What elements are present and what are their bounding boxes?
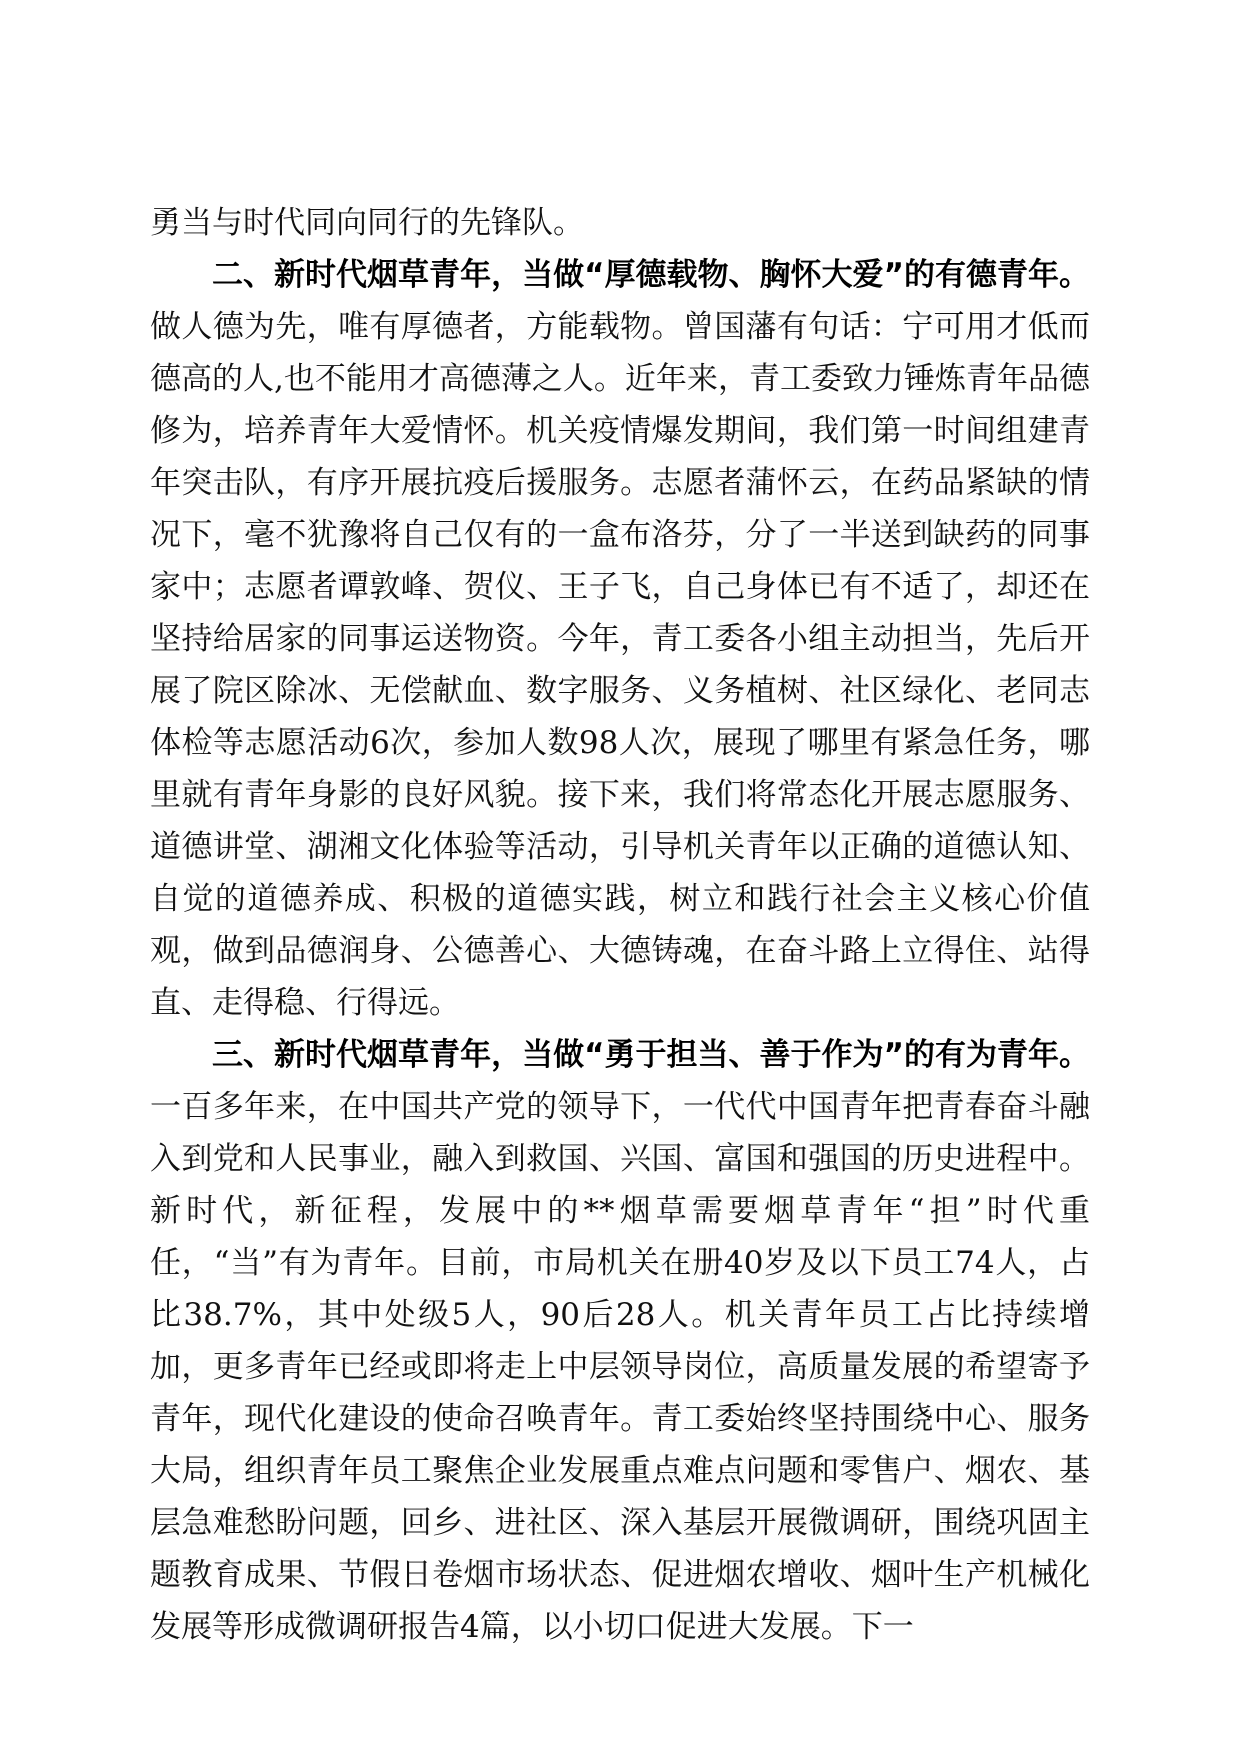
paragraph-1 bbox=[150, 197, 1090, 249]
paragraph-1-body: 勇当与时代同向同行的先锋队。 bbox=[150, 205, 584, 241]
section-2-heading: 二、新时代烟草青年，当做“厚德载物、胸怀大爱”的有德青年。 bbox=[212, 257, 1090, 293]
paragraph-2 bbox=[150, 249, 1090, 1029]
paragraph-2-body: 做人德为先，唯有厚德者，方能载物。曾国藩有句话：宁可用才低而德高的人,也不能用才高德薄之人。近年来，青工委致力锤炼青年品德修为，培养青年大爱情怀。机关疫情爆发期间，我们第一时间组建青年突击队，有序开展抗疫后援服务。志愿者蒲怀云，在药品紧缺的情况下，毫不犹豫将自己仅有的一盒布洛芬，分了一半送到缺药的同事家中；志愿者谭敦峰、贺仪、王子飞，自己身体已有不适了，却还在坚持给居家的同事运送物资。今年，青工委各小组主动担当，先后开展了院区除冰、无偿献血、数字服务、义务植树、社区绿化、老同志体检等志愿活动6次，参加人数98人次，展现了哪里有紧急任务，哪里就有青年身影的良好风貌。接下来，我们将常态化开展志愿服务、道德讲堂、湖湘文化体验等活动，引导机关青年以正确的道德认知、自觉的道德养成、积极的道德实践，树立和践行社会主义核心价值观，做到品德润身、公德善心、大德铸魂，在奋斗路上立得住、站得直、走得稳、行得远。 bbox=[150, 309, 1090, 1021]
document-page bbox=[150, 197, 1090, 1653]
paragraph-3 bbox=[150, 1029, 1090, 1653]
paragraph-3-body: 一百多年来，在中国共产党的领导下，一代代中国青年把青春奋斗融入到党和人民事业，融入到救国、兴国、富国和强国的历史进程中。新时代，新征程，发展中的**烟草需要烟草青年“担”时代重任，“当”有为青年。目前，市局机关在册40岁及以下员工74人，占比38.7%，其中处级5人，90后28人。机关青年员工占比持续增加，更多青年已经或即将走上中层领导岗位，高质量发展的希望寄予青年，现代化建设的使命召唤青年。青工委始终坚持围绕中心、服务大局，组织青年员工聚焦企业发展重点难点问题和零售户、烟农、基层急难愁盼问题，回乡、进社区、深入基层开展微调研，围绕巩固主题教育成果、节假日卷烟市场状态、促进烟农增收、烟叶生产机械化发展等形成微调研报告4篇，以小切口促进大发展。下一 bbox=[150, 1089, 1090, 1645]
section-3-heading: 三、新时代烟草青年，当做“勇于担当、善于作为”的有为青年。 bbox=[212, 1037, 1090, 1073]
